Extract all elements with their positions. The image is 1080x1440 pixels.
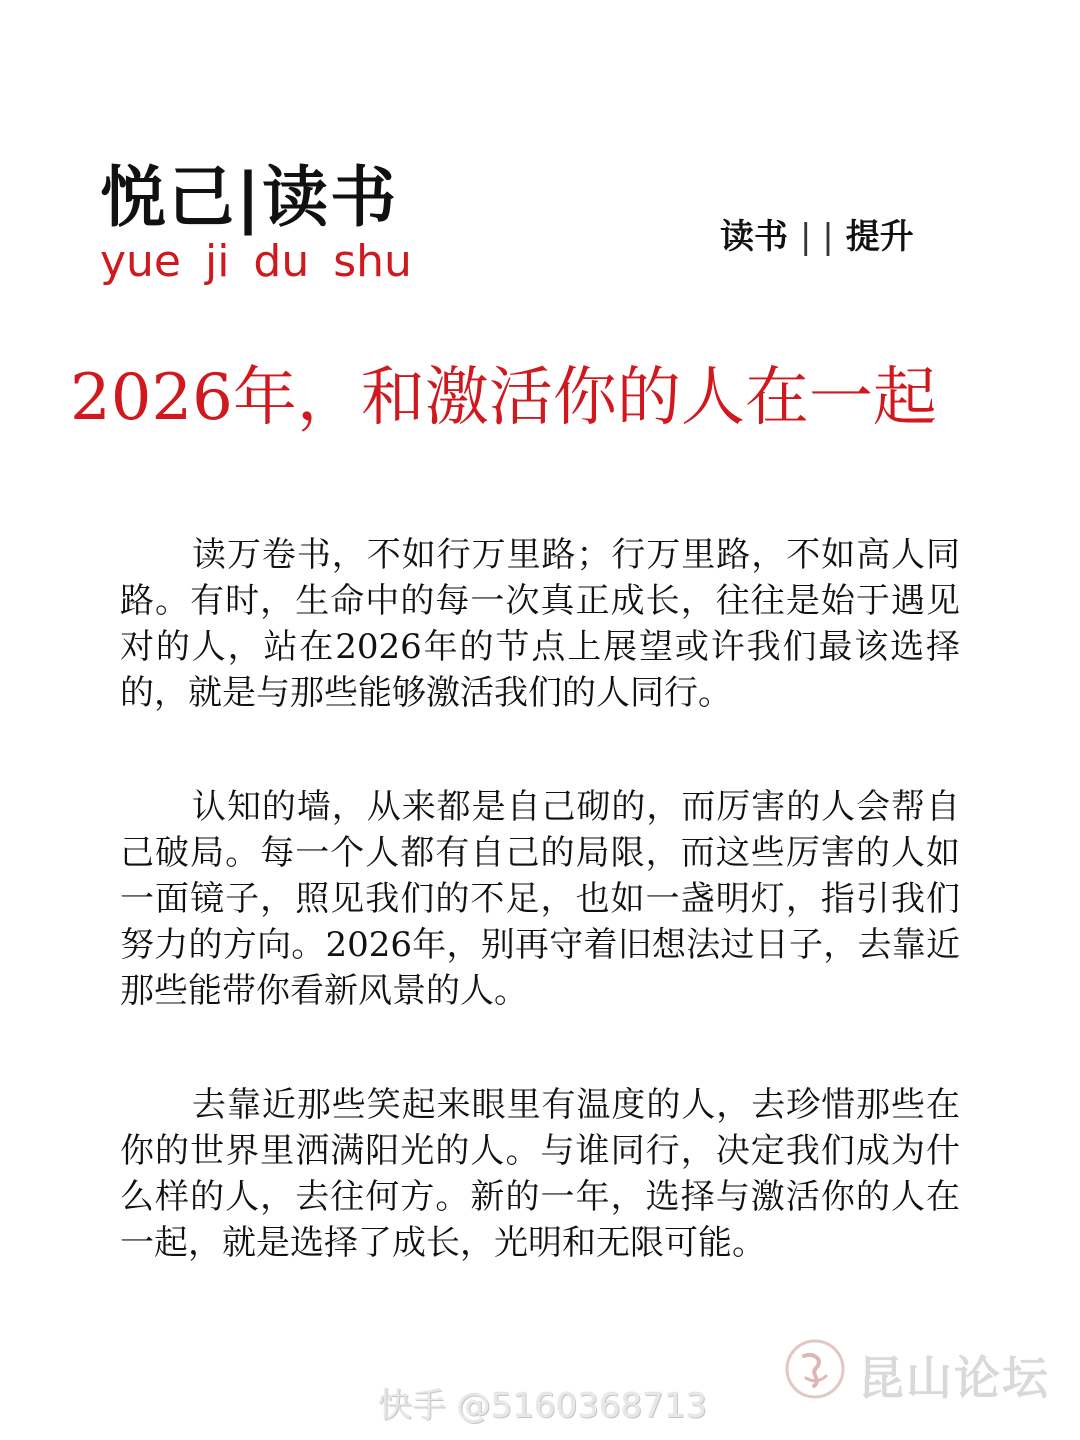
kuaishou-watermark: 快手 @5160368713	[378, 1386, 708, 1426]
header-tags	[720, 212, 914, 262]
paragraph-1: 读万卷书，不如行万里路；行万里路，不如高人同路。有时，生命中的每一次真正成长，往往是始于遇见对的人，站在2026年的节点上展望或许我们最该选择的，就是与那些能够激活我们的人同行。	[120, 535, 960, 713]
brand-title: 悦己|读书	[100, 159, 399, 236]
forum-watermark	[784, 1338, 1074, 1408]
tag-improve: 提升	[845, 217, 914, 257]
paragraph-2: 认知的墙，从来都是自己砌的，而厉害的人会帮自己破局。每一个人都有自己的局限，而这些厉害的人如一面镜子，照见我们的不足，也如一盏明灯，指引我们努力的方向。2026年，别再守着旧想法过日子，去靠近那些能带你看新风景的人。	[120, 787, 960, 1011]
tag-separator: | |	[800, 217, 834, 257]
article-body	[120, 532, 960, 1334]
paragraph-3: 去靠近那些笑起来眼里有温度的人，去珍惜那些在你的世界里洒满阳光的人。与谁同行，决定我们成为什么样的人，去往何方。新的一年，选择与激活你的人在一起，就是选择了成长，光明和无限可能。	[120, 1085, 960, 1263]
brand-subtitle: yue ji du shu	[100, 236, 412, 287]
forum-seal-logo-icon	[784, 1338, 846, 1400]
forum-name: 昆山论坛	[858, 1351, 1050, 1405]
article-headline: 2026年，和激活你的人在一起	[70, 361, 937, 435]
brand-logo	[100, 158, 420, 290]
tag-reading: 读书	[720, 217, 788, 257]
